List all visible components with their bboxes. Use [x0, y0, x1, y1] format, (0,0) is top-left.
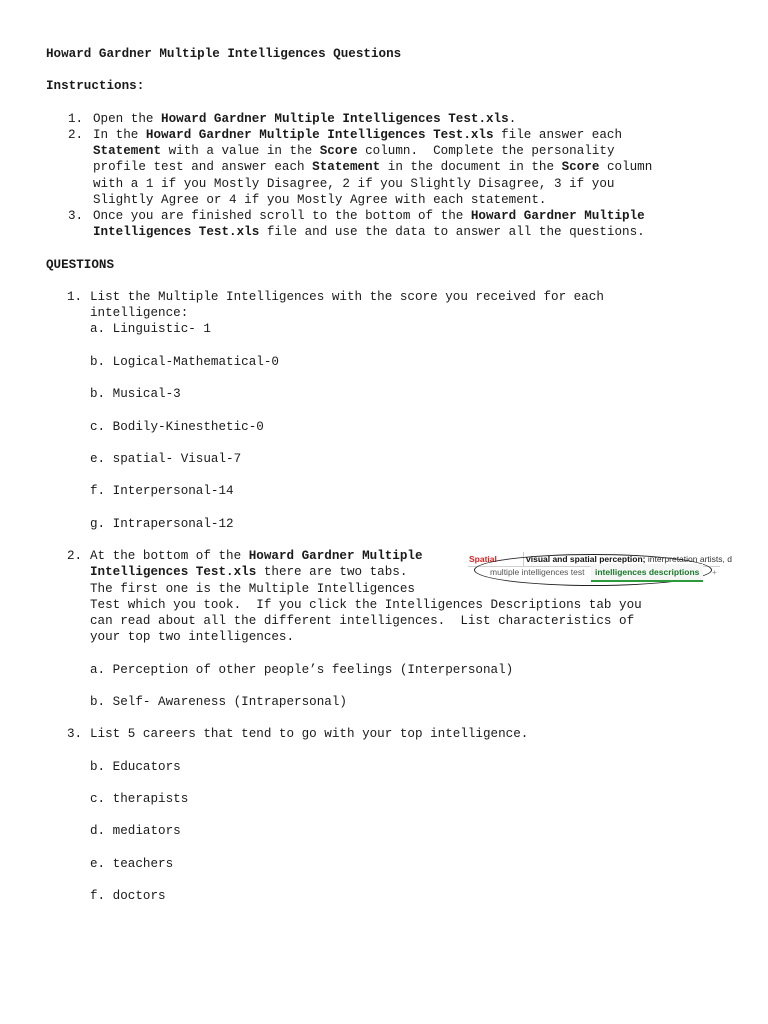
instruction-item-1: 1. Open the Howard Gardner Multiple Intelligences Test.xls. [68, 111, 517, 126]
answer-item: c. Bodily-Kinesthetic-0 [90, 419, 264, 434]
answer-item: g. Intrapersonal-12 [90, 516, 234, 531]
question-1: 1. List the Multiple Intelligences with the score you received for each intelligence: a. Linguistic- 1 b. Logical-Mathematical-0 b. Musical-3 c. Bodily-Kinesthetic-0 e. spatial- Visual-7 f. Interpersonal-14 g. Intrapersonal-12 [46, 289, 736, 532]
answer-item: d. mediators [90, 824, 181, 839]
question-2: 2. At the bottom of the Howard Gardner Multiple Intelligences Test.xls there are two tabs. The first one is the Multiple Intelligences Test which you took. If you click the Intelligences Descriptions tab you can read about all the different intelligences. List characteristics of your top two intelligences. a. Perception of other people’s feelings (Interpersonal) b. Self- Awareness (Intrapersonal) [46, 548, 736, 710]
spatial-cell-label: Spatial [469, 554, 497, 564]
spatial-cell-description: visual and spatial perception; interpretation artists, d [526, 554, 732, 564]
instruction-item-3: 3. Once you are finished scroll to the bottom of the Howard Gardner Multiple Intelligences Test.xls file and use the data to answer all the questions. [68, 209, 645, 240]
document-title: Howard Gardner Multiple Intelligences Questions [46, 47, 402, 61]
answer-item: c. therapists [90, 792, 189, 807]
answer-item: f. Interpersonal-14 [90, 484, 234, 499]
questions-heading: QUESTIONS [46, 257, 115, 272]
answer-item: f. doctors [90, 889, 166, 904]
document-page [46, 46, 736, 904]
spreadsheet-tabs-screenshot [468, 550, 732, 594]
answer-item: e. teachers [90, 856, 174, 871]
tab-intelligences-descriptions[interactable]: intelligences descriptions [591, 564, 703, 582]
question-3: 3. List 5 careers that tend to go with your top intelligence. b. Educators c. therapists d. mediators e. teachers f. doctors [46, 726, 736, 904]
instructions-heading: Instructions: [46, 79, 145, 94]
answer-item: a. Perception of other people’s feelings (Interpersonal) [90, 662, 514, 677]
answer-item: e. spatial- Visual-7 [90, 451, 242, 466]
instructions-list [46, 111, 736, 241]
answer-item: b. Educators [90, 759, 181, 774]
answer-item: b. Self- Awareness (Intrapersonal) [90, 694, 347, 709]
answer-item: b. Musical-3 [90, 387, 181, 402]
add-sheet-icon[interactable]: + [712, 567, 717, 577]
instruction-item-2: 2. In the Howard Gardner Multiple Intelligences Test.xls file answer each Statement with a value in the Score column. Complete the personality profile test and answer each Statement in the document in the Score column with a 1 if you Mostly Disagree, 2 if you Slightly Disagree, 3 if you Slightly Agree or 4 if you Mostly Agree with each statement. [68, 127, 653, 207]
tab-multiple-intelligences-test[interactable]: multiple intelligences test [490, 567, 585, 577]
answer-item: b. Logical-Mathematical-0 [90, 354, 279, 369]
answer-item: a. Linguistic- 1 [90, 322, 211, 337]
